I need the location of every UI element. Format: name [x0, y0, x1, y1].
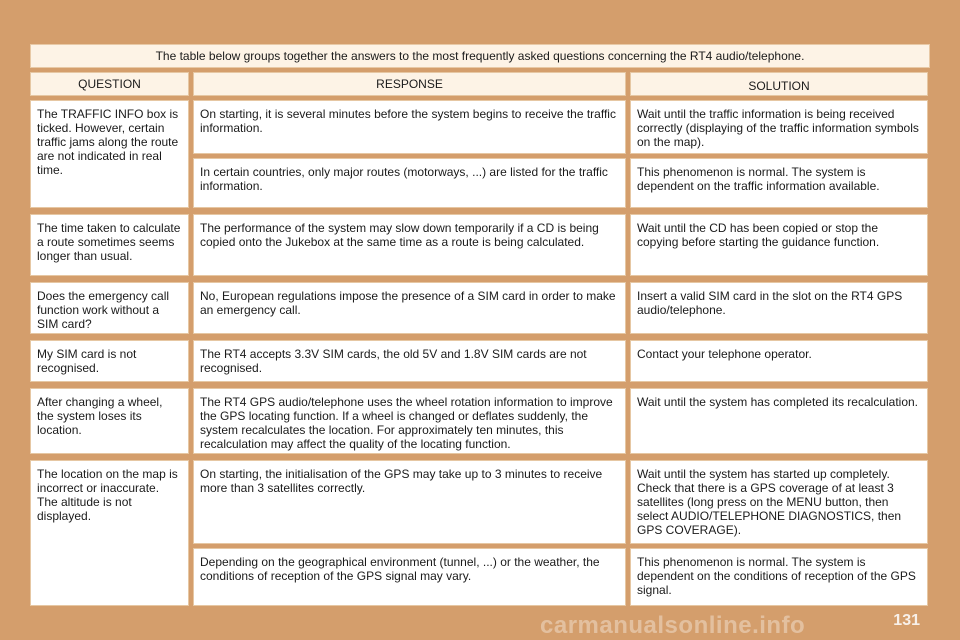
solution-gps-coverage: Wait until the system has started up completely. Check that there is a GPS coverage of at least 3 satellites (long press on the MENU button, then select AUDIO/TELEPHONE DIAGNOSTICS, then GPS COVERAGE). — [630, 460, 928, 544]
question-location-incorrect: The location on the map is incorrect or inaccurate. The altitude is not displayed. — [30, 460, 189, 606]
question-traffic-info: The TRAFFIC INFO box is ticked. However, certain traffic jams along the route are not indicated in real time. — [30, 100, 189, 208]
solution-traffic-wait: Wait until the traffic information is being received correctly (displaying of the traffic information symbols on the map). — [630, 100, 928, 154]
header-question: QUESTION — [30, 72, 189, 96]
question-route-time: The time taken to calculate a route sometimes seems longer than usual. — [30, 214, 189, 276]
response-sim-card: The RT4 accepts 3.3V SIM cards, the old 5V and 1.8V SIM cards are not recognised. — [193, 340, 626, 382]
response-gps-init: On starting, the initialisation of the GPS may take up to 3 minutes to receive more than 3 satellites correctly. — [193, 460, 626, 544]
solution-gps-normal: This phenomenon is normal. The system is dependent on the conditions of reception of the GPS signal. — [630, 548, 928, 606]
header-response: RESPONSE — [193, 72, 626, 96]
question-emergency-call: Does the emergency call function work without a SIM card? — [30, 282, 189, 334]
page-number: 131 — [893, 612, 920, 629]
watermark: carmanualsonline.info — [540, 612, 806, 639]
response-gps-environment: Depending on the geographical environment (tunnel, ...) or the weather, the conditions of reception of the GPS signal may vary. — [193, 548, 626, 606]
response-route-time: The performance of the system may slow down temporarily if a CD is being copied onto the Jukebox at the same time as a route is being calculated. — [193, 214, 626, 276]
response-traffic-countries: In certain countries, only major routes (motorways, ...) are listed for the traffic information. — [193, 158, 626, 208]
solution-sim-card: Contact your telephone operator. — [630, 340, 928, 382]
solution-traffic-normal: This phenomenon is normal. The system is dependent on the traffic information available. — [630, 158, 928, 208]
solution-route-time: Wait until the CD has been copied or stop the copying before starting the guidance function. — [630, 214, 928, 276]
header-solution: SOLUTION — [630, 72, 928, 96]
solution-wheel-change: Wait until the system has completed its recalculation. — [630, 388, 928, 454]
response-emergency-call: No, European regulations impose the presence of a SIM card in order to make an emergency call. — [193, 282, 626, 334]
intro-text: The table below groups together the answers to the most frequently asked questions concerning the RT4 audio/telephone. — [30, 44, 930, 68]
question-wheel-change: After changing a wheel, the system loses its location. — [30, 388, 189, 454]
solution-emergency-call: Insert a valid SIM card in the slot on the RT4 GPS audio/telephone. — [630, 282, 928, 334]
response-traffic-start: On starting, it is several minutes before the system begins to receive the traffic information. — [193, 100, 626, 154]
response-wheel-change: The RT4 GPS audio/telephone uses the wheel rotation information to improve the GPS locating function. If a wheel is changed or deflates suddenly, the system recalculates the location. For approximately ten minutes, this recalculation may affect the quality of the locating function. — [193, 388, 626, 454]
question-sim-card: My SIM card is not recognised. — [30, 340, 189, 382]
